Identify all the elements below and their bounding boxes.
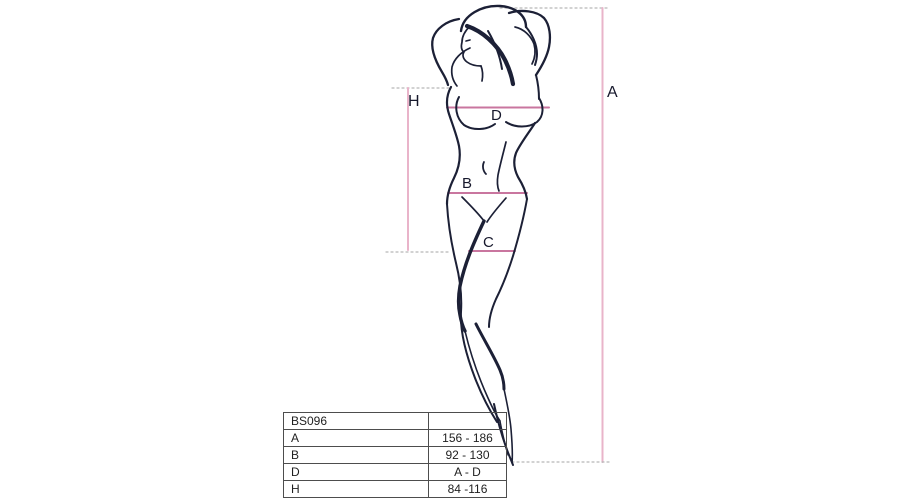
breast-right bbox=[506, 98, 543, 127]
measurement-lines bbox=[386, 8, 609, 462]
body-left-edge bbox=[447, 87, 460, 204]
measure-a-line bbox=[500, 8, 609, 462]
measure-label-c: C bbox=[483, 234, 494, 251]
value-cell: 84 -116 bbox=[429, 481, 507, 498]
measure-label-h: H bbox=[408, 93, 420, 110]
measure-key-cell: D bbox=[284, 464, 429, 481]
measure-key-cell: A bbox=[284, 430, 429, 447]
table-row bbox=[284, 430, 507, 447]
table-row bbox=[284, 481, 507, 498]
leg-right-outer bbox=[489, 199, 527, 327]
measure-label-a: A bbox=[607, 84, 618, 101]
breast-left bbox=[456, 97, 495, 129]
product-code-cell: BS096 bbox=[284, 413, 429, 430]
arm-right-inner bbox=[515, 27, 535, 64]
size-table bbox=[283, 412, 507, 498]
bikini-left bbox=[462, 197, 484, 221]
bikini-right bbox=[487, 198, 506, 222]
arm-right-outer bbox=[509, 11, 550, 75]
measure-label-b: B bbox=[462, 175, 473, 192]
arm-left-outer bbox=[432, 19, 459, 85]
table-row bbox=[284, 464, 507, 481]
back-right bbox=[536, 75, 539, 99]
body-right-edge bbox=[514, 123, 535, 199]
neck bbox=[481, 66, 483, 81]
thigh-front bbox=[459, 221, 485, 331]
measure-h-line bbox=[386, 88, 449, 252]
value-cell: A - D bbox=[429, 464, 507, 481]
measure-label-d: D bbox=[491, 107, 502, 124]
table-row bbox=[284, 447, 507, 464]
value-cell: 92 - 130 bbox=[429, 447, 507, 464]
measure-key-cell: H bbox=[284, 481, 429, 498]
eye bbox=[466, 40, 470, 41]
value-cell: 156 - 186 bbox=[429, 430, 507, 447]
abdomen-line bbox=[497, 142, 506, 191]
value-cell bbox=[429, 413, 507, 430]
navel bbox=[483, 162, 486, 174]
table-row bbox=[284, 413, 507, 430]
measure-key-cell: B bbox=[284, 447, 429, 464]
arm-left-inner bbox=[452, 48, 470, 86]
